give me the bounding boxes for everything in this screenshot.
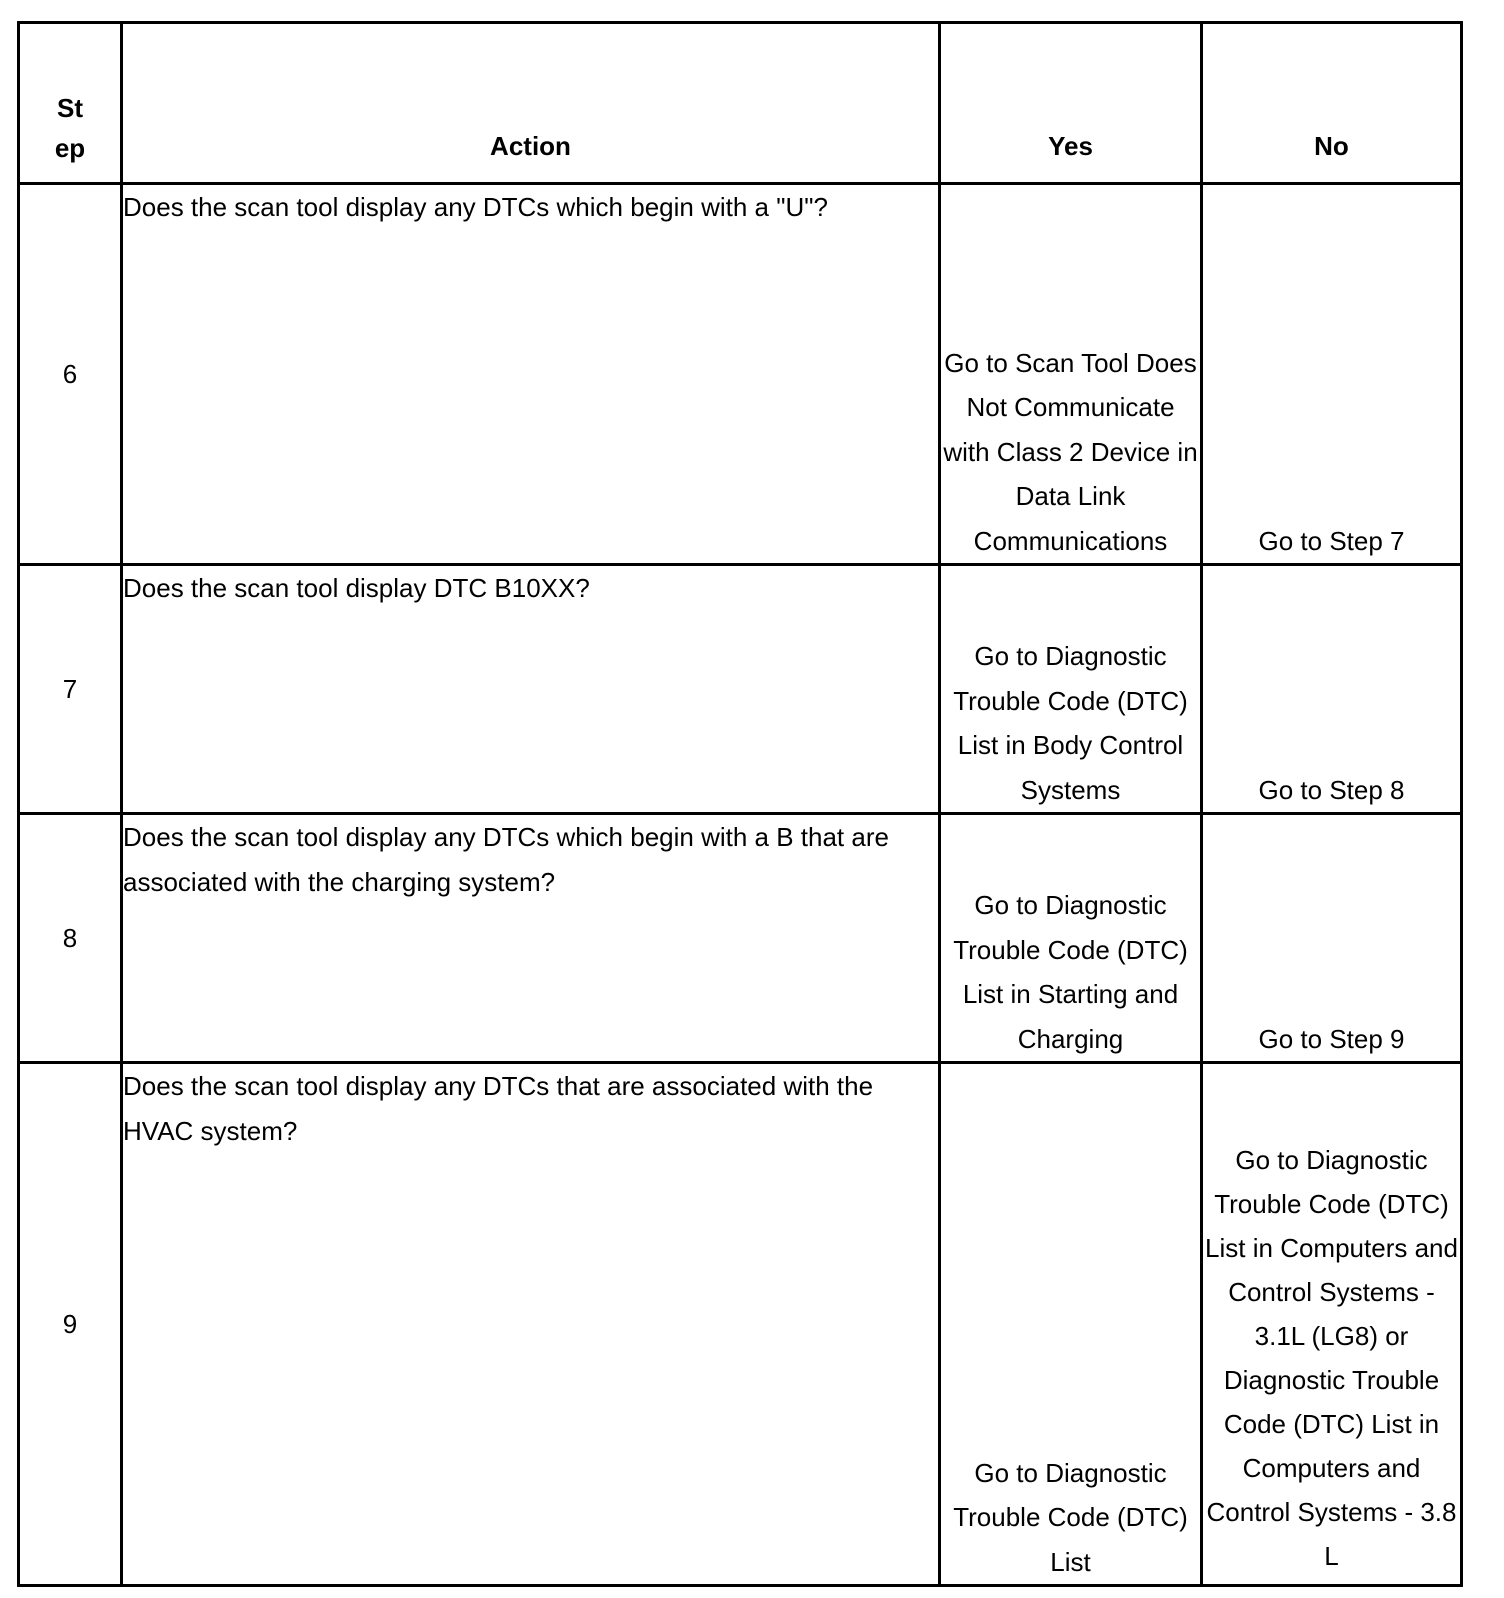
yes-result: Go to Diagnostic Trouble Code (DTC) List in Body Control Systems [940,565,1202,814]
step-number: 7 [19,565,122,814]
header-step [19,23,122,184]
no-result: Go to Step 7 [1202,184,1462,565]
yes-result: Go to Diagnostic Trouble Code (DTC) List in Starting and Charging [940,814,1202,1063]
diagnostic-table [17,21,1463,1587]
table-row [19,814,1462,1063]
step-number: 6 [19,184,122,565]
action-text: Does the scan tool display any DTCs which begin with a B that are associated with the charging system? [122,814,940,1063]
action-text: Does the scan tool display DTC B10XX? [122,565,940,814]
step-number: 9 [19,1063,122,1586]
table-header-row [19,23,1462,184]
no-result: Go to Step 8 [1202,565,1462,814]
step-number: 8 [19,814,122,1063]
header-action: Action [122,23,940,184]
table-row [19,184,1462,565]
header-yes: Yes [940,23,1202,184]
table-row [19,1063,1462,1586]
table-row [19,565,1462,814]
yes-result: Go to Scan Tool Does Not Communicate with Class 2 Device in Data Link Communications [940,184,1202,565]
yes-result: Go to Diagnostic Trouble Code (DTC) List [940,1063,1202,1586]
header-step-label: St ep [54,93,86,163]
action-text: Does the scan tool display any DTCs which begin with a "U"? [122,184,940,565]
no-result: Go to Step 9 [1202,814,1462,1063]
header-no: No [1202,23,1462,184]
no-result: Go to Diagnostic Trouble Code (DTC) List in Computers and Control Systems - 3.1L (LG8) or Diagnostic Trouble Code (DTC) List in Computers and Control Systems - 3.8 L [1202,1063,1462,1586]
action-text: Does the scan tool display any DTCs that are associated with the HVAC system? [122,1063,940,1586]
